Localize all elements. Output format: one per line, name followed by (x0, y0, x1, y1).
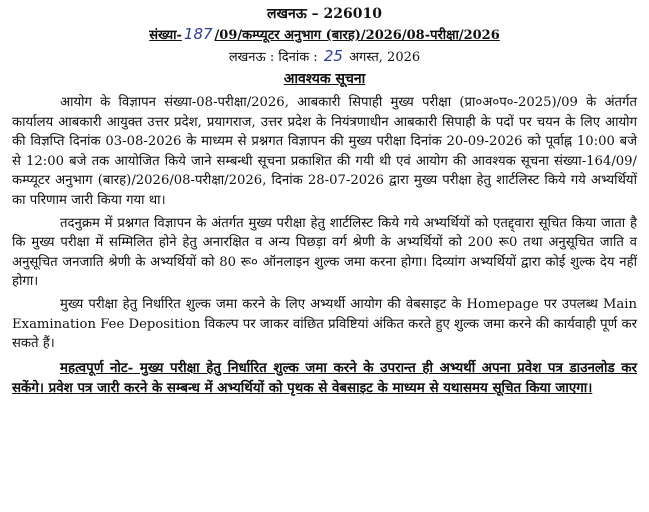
reference-prefix: संख्या- (149, 28, 182, 43)
paragraph-2-text: तदनुक्रम में प्रश्नगत विज्ञापन के अंतर्गत मुख्य परीक्षा हेतु शार्टलिस्ट किये गये अभ्यर्थियों को एतद्द्वारा सूचित किया जाता है कि मुख्य परीक्षा में सम्मिलित होने हेतु अनारक्षित व अन्य पिछड़ा वर्ग श्रेणी के अभ्यर्थियों को 200 रू0 तथा अनुसूचित जाति व अनुसूचित जनजाति श्रेणी के अभ्यर्थियों को 80 रू० ऑनलाइन शुल्क जमा करना होगा। दिव्यांग अभ्यर्थियों द्वारा कोई शुल्क देय नहीं होगा। (12, 215, 637, 290)
paragraph-3 (12, 295, 637, 354)
notice-title: आवश्यक सूचना (283, 71, 366, 87)
handwritten-reference-number: 187 (183, 25, 213, 43)
reference-number-line (12, 24, 637, 46)
important-note-text: महत्वपूर्ण नोट- मुख्य परीक्षा हेतु निर्धारित शुल्क जमा करने के उपरान्त ही अभ्यर्थी अपना प्रवेश पत्र डाउनलोड कर सकेंगे। प्रवेश पत्र जारी करने के सम्बन्ध में अभ्यर्थियों को पृथक से वेबसाइट के माध्यम से यथासमय सूचित किया जाएगा। (12, 359, 637, 397)
important-note (12, 358, 637, 399)
date-suffix: अगस्त, 2026 (349, 50, 421, 65)
date-prefix: लखनऊ : दिनांक : (228, 50, 318, 65)
reference-suffix: /09/कम्प्यूटर अनुभाग (बारह)/2026/08-परीक्षा/2026 (214, 28, 500, 43)
paragraph-1-text: आयोग के विज्ञापन संख्या-08-परीक्षा/2026, आबकारी सिपाही मुख्य परीक्षा (प्रा०अ०प०-2025)/09 के अंतर्गत कार्यालय आबकारी आयुक्त उत्तर प्रदेश, प्रयागराज, उत्तर प्रदेश के नियंत्रणाधीन आबकारी सिपाही के पदों पर चयन के लिए आयोग की विज्ञप्ति दिनांक 03-08-2026 के माध्यम से प्रश्नगत विज्ञापन की मुख्य परीक्षा दिनांक 20-09-2026 को पूर्वाह्न 10:00 बजे से 12:00 बजे तक आयोजित किये जाने सम्बन्धी सूचना प्रकाशित की गयी थी एवं आयोग की आवश्यक सूचना संख्या-164/09/कम्प्यूटर अनुभाग (बारह)/2026/08-परीक्षा/2026, दिनांक 28-07-2026 द्वारा मुख्य परीक्षा हेतु शार्टलिस्ट किये गये अभ्यर्थियों का परिणाम जारी किया गया था। (12, 95, 637, 208)
paragraph-2 (12, 214, 637, 292)
paragraph-1 (12, 93, 637, 211)
date-line (12, 46, 637, 68)
city-pin: लखनऊ – 226010 (267, 6, 382, 22)
paragraph-3-text: मुख्य परीक्षा हेतु निर्धारित शुल्क जमा करने के लिए अभ्यर्थी आयोग की वेबसाइट के Homepage पर उपलब्ध Main Examination Fee Deposition विकल्प पर जाकर वांछित प्रविष्टियां अंकित करते हुए शुल्क जमा करने की कार्यवाही पूर्ण कर सकते हैं। (12, 296, 637, 352)
handwritten-date-day: 25 (323, 47, 343, 65)
